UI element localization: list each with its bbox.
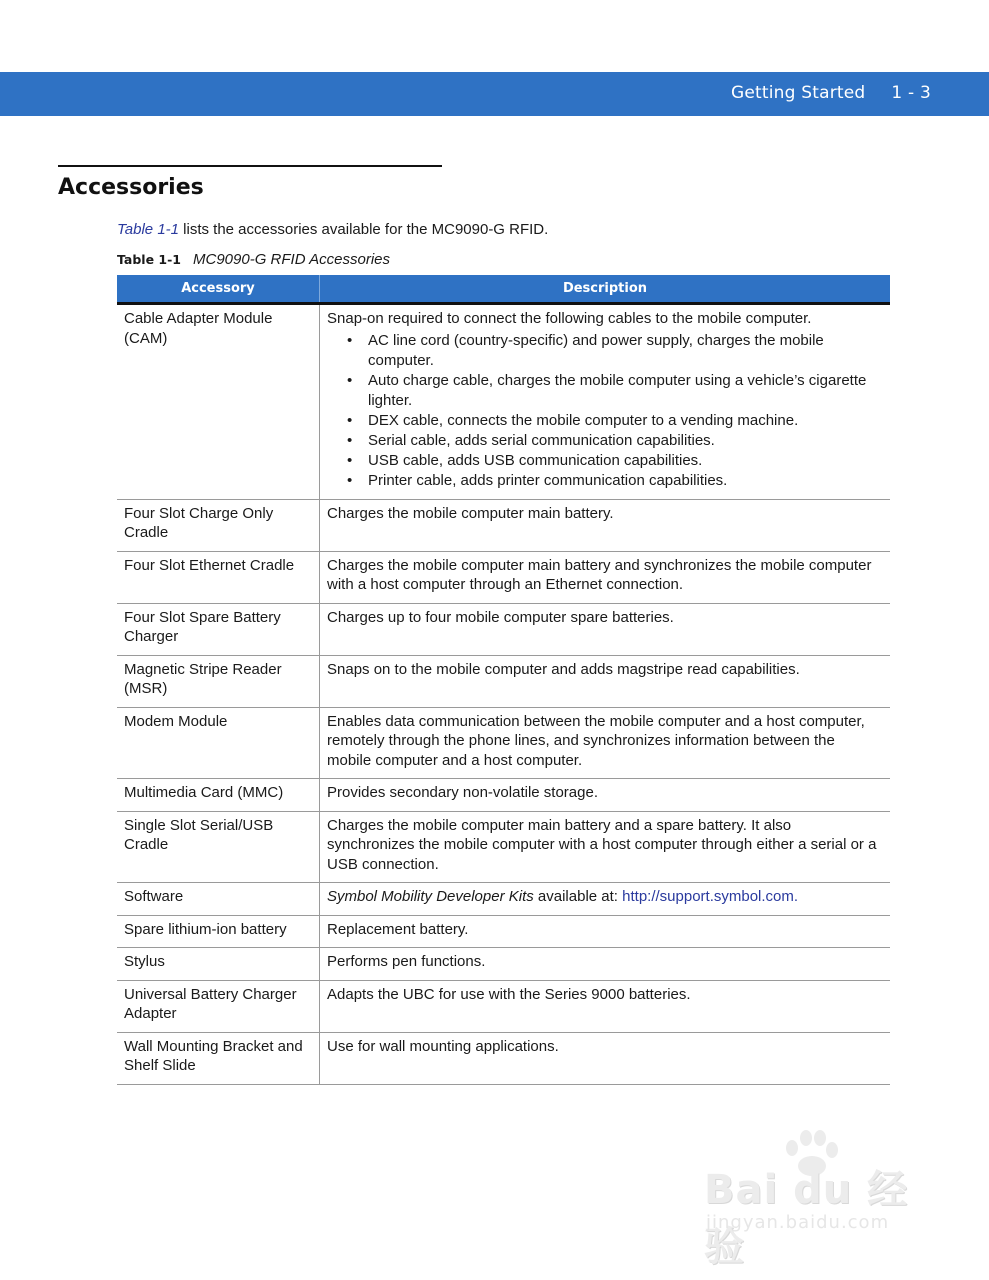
- description-cell: [320, 304, 891, 500]
- table-row: [117, 811, 890, 883]
- table-row: [117, 980, 890, 1032]
- page-title: Accessories: [58, 175, 204, 200]
- accessory-cell: Stylus: [117, 948, 320, 981]
- caption-number: Table 1-1: [117, 252, 181, 267]
- description-text: available at:: [533, 888, 623, 905]
- table-row: [117, 304, 890, 500]
- header-page-number: 1 - 3: [891, 83, 931, 103]
- table-row: [117, 603, 890, 655]
- table-row: [117, 551, 890, 603]
- list-item: • Serial cable, adds serial communication capabilities.: [327, 431, 882, 451]
- description-cell: Performs pen functions.: [320, 948, 891, 981]
- heading-rule: [58, 165, 442, 167]
- accessory-cell: Cable Adapter Module (CAM): [117, 304, 320, 500]
- table-row: [117, 499, 890, 551]
- accessory-cell: Modem Module: [117, 707, 320, 779]
- list-item: • Printer cable, adds printer communication capabilities.: [327, 471, 882, 491]
- support-link[interactable]: http://support.symbol.com.: [622, 888, 799, 905]
- description-cell: Charges the mobile computer main battery and synchronizes the mobile computer with a host computer through an Ethernet connection.: [320, 551, 891, 603]
- accessory-cell: Four Slot Charge Only Cradle: [117, 499, 320, 551]
- watermark: [700, 1128, 940, 1270]
- description-cell: Charges the mobile computer main battery.: [320, 499, 891, 551]
- watermark-brand: Bai du 经验: [704, 1167, 909, 1270]
- description-text: Snap-on required to connect the following cables to the mobile computer.: [327, 310, 812, 327]
- description-cell: Replacement battery.: [320, 915, 891, 948]
- column-header-accessory: Accessory: [117, 275, 320, 304]
- accessory-cell: Spare lithium-ion battery: [117, 915, 320, 948]
- accessory-cell: Software: [117, 883, 320, 916]
- column-header-description: Description: [320, 275, 891, 304]
- accessory-cell: Magnetic Stripe Reader (MSR): [117, 655, 320, 707]
- list-item: • AC line cord (country-specific) and power supply, charges the mobile computer.: [327, 331, 882, 371]
- cable-list: [327, 331, 882, 491]
- accessory-cell: Multimedia Card (MMC): [117, 779, 320, 812]
- description-cell: Provides secondary non-volatile storage.: [320, 779, 891, 812]
- caption-title: MC9090-G RFID Accessories: [193, 251, 390, 268]
- description-cell: Snaps on to the mobile computer and adds magstripe read capabilities.: [320, 655, 891, 707]
- description-cell: Adapts the UBC for use with the Series 9000 batteries.: [320, 980, 891, 1032]
- description-cell: Use for wall mounting applications.: [320, 1032, 891, 1084]
- table-reference-link[interactable]: Table 1-1: [117, 221, 179, 238]
- accessory-cell: Universal Battery Charger Adapter: [117, 980, 320, 1032]
- table-row: [117, 707, 890, 779]
- running-header: [731, 83, 931, 103]
- table-header-row: [117, 275, 890, 304]
- developer-kits-title: Symbol Mobility Developer Kits: [327, 888, 534, 905]
- watermark-url: jingyan.baidu.com: [706, 1212, 890, 1233]
- intro-paragraph: [117, 221, 548, 238]
- header-section: Getting Started: [730, 83, 866, 103]
- accessory-cell: Single Slot Serial/USB Cradle: [117, 811, 320, 883]
- accessory-cell: Four Slot Ethernet Cradle: [117, 551, 320, 603]
- description-cell: [320, 883, 891, 916]
- table-caption: [117, 251, 390, 268]
- description-cell: Charges up to four mobile computer spare batteries.: [320, 603, 891, 655]
- table-row: [117, 883, 890, 916]
- accessory-cell: Wall Mounting Bracket and Shelf Slide: [117, 1032, 320, 1084]
- table-row: [117, 1032, 890, 1084]
- table-row: [117, 655, 890, 707]
- table-row: [117, 915, 890, 948]
- table-row: [117, 779, 890, 812]
- accessory-cell: Four Slot Spare Battery Charger: [117, 603, 320, 655]
- list-item: • USB cable, adds USB communication capabilities.: [327, 451, 882, 471]
- table-row: [117, 948, 890, 981]
- description-cell: Enables data communication between the mobile computer and a host computer, remotely through the phone lines, and synchronizes information between the mobile computer and a host computer.: [320, 707, 891, 779]
- description-cell: Charges the mobile computer main battery and a spare battery. It also synchronizes the mobile computer with a host computer through either a serial or a USB connection.: [320, 811, 891, 883]
- list-item: • Auto charge cable, charges the mobile computer using a vehicle’s cigarette lighter.: [327, 371, 882, 411]
- list-item: • DEX cable, connects the mobile computer to a vending machine.: [327, 411, 882, 431]
- intro-text: lists the accessories available for the MC9090-G RFID.: [179, 221, 549, 238]
- accessories-table: [117, 275, 890, 1085]
